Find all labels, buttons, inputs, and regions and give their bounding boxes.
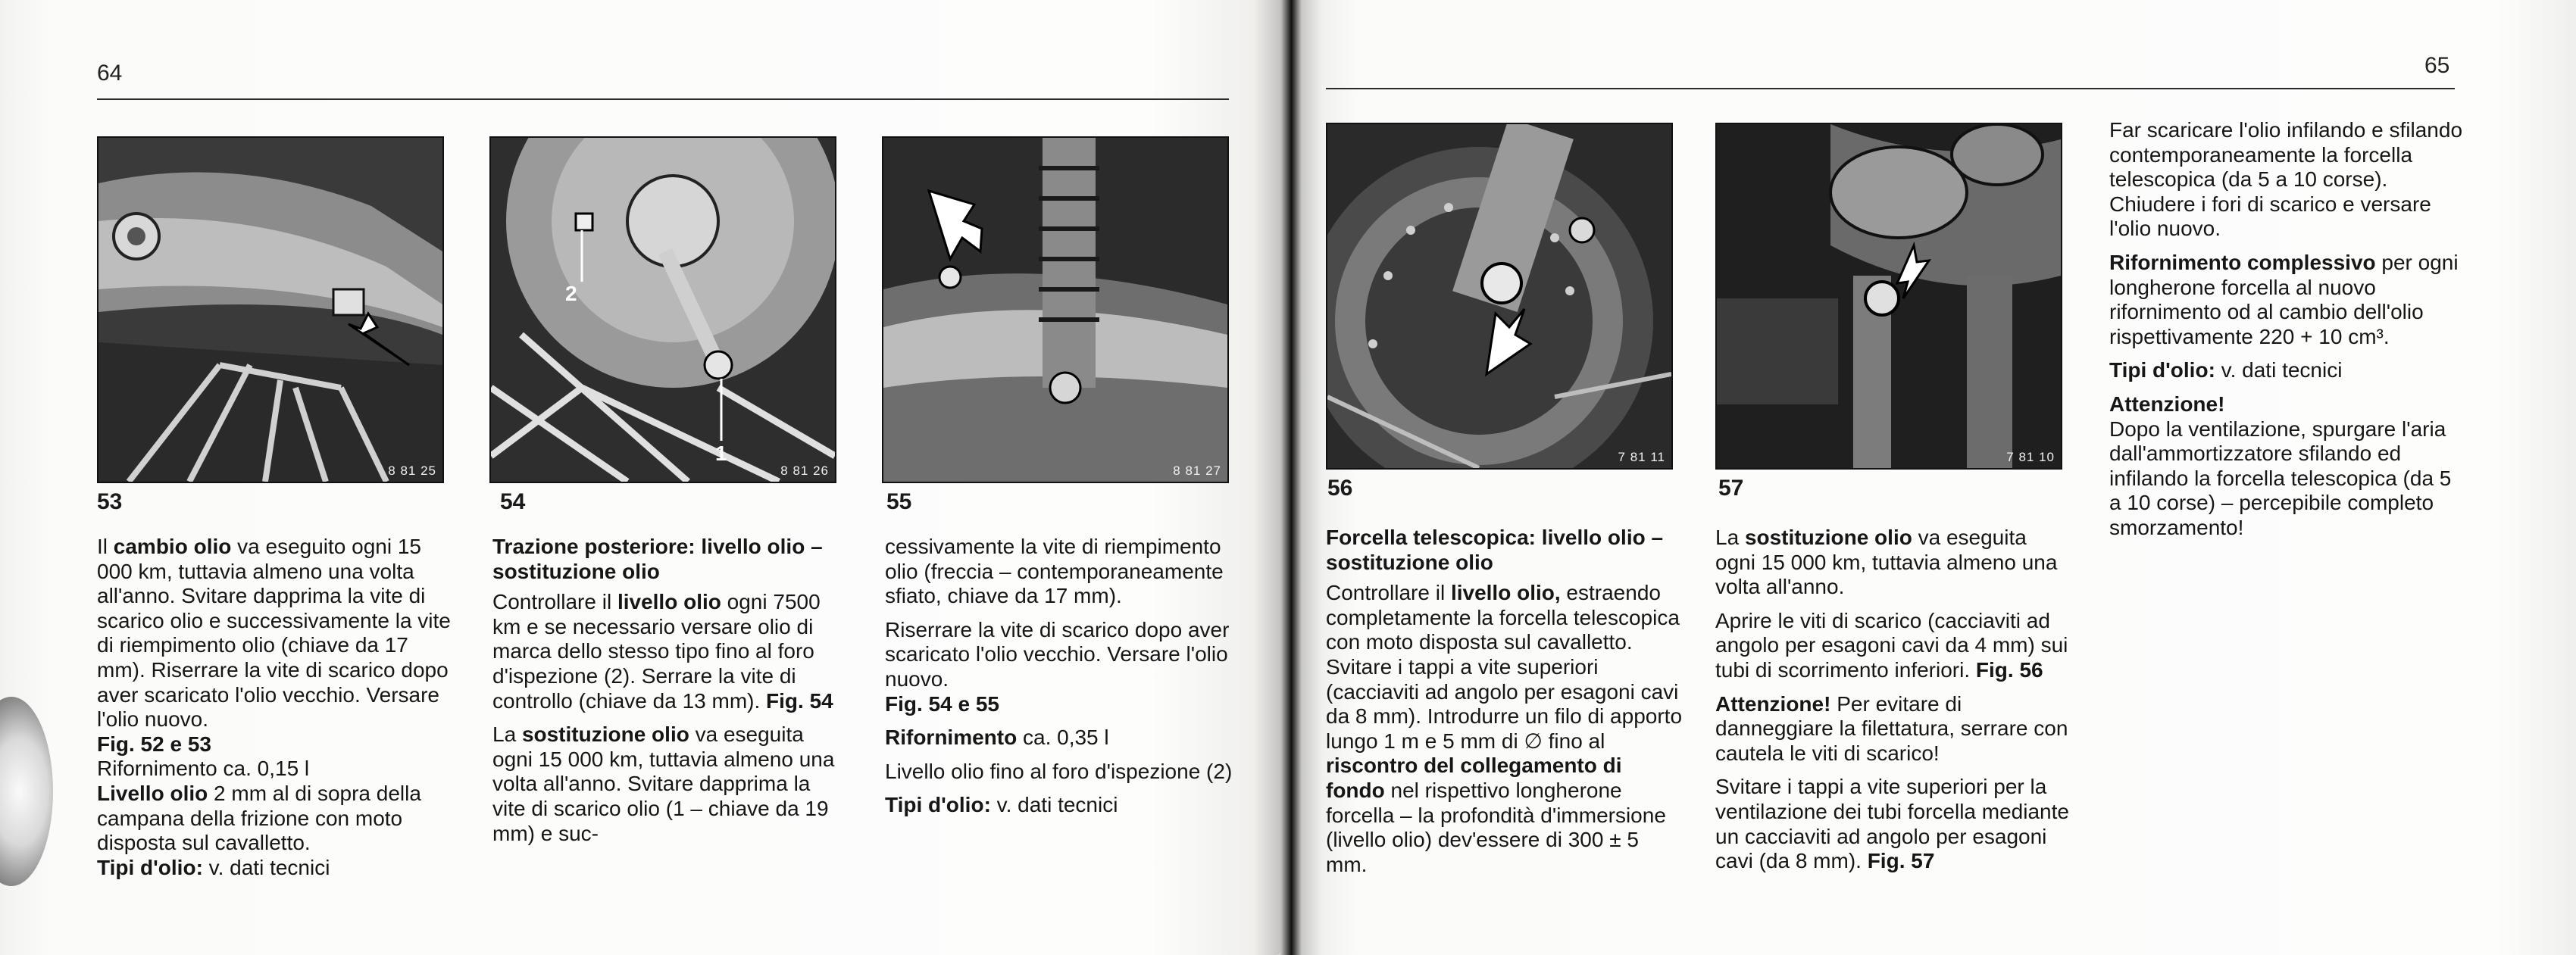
- oil-types: Tipi d'olio: v. dati tecnici: [97, 855, 330, 879]
- photo-fig-55: [882, 136, 1229, 483]
- figure-number: 56: [1327, 476, 1353, 501]
- figure-number: 54: [500, 489, 526, 514]
- warning: Attenzione! Per evitare di danneggiare la filettatura, serrare con cautela le viti di scarico!: [1715, 691, 2068, 765]
- photo-code: 8 81 26: [780, 463, 829, 478]
- photo-code: 8 81 25: [388, 463, 436, 478]
- page-right: [1280, 0, 2576, 955]
- photo-code: 7 81 10: [2006, 450, 2055, 464]
- page-number-left: 64: [97, 61, 123, 86]
- paragraph: Dopo la ventilazione, spurgare l'aria dall'ammortizzatore sfilando ed infilando la forcella telescopica (da 5 a 10 corse) – percepibile completo smorzamento!: [2109, 417, 2452, 539]
- figure-number: 53: [97, 489, 123, 514]
- page-left: [0, 0, 1280, 955]
- text-column-2: [492, 535, 841, 855]
- photo-fig-53: [97, 136, 444, 483]
- paragraph: Far scaricare l'olio infilando e sfilando contemporaneamente la forcella telescopica (da 5 a 10 corse). Chiudere i fori di scarico e versare l'olio nuovo.: [2109, 118, 2463, 241]
- page-number-right: 65: [2424, 53, 2450, 78]
- header-rule-left: [97, 98, 1229, 100]
- binding-ring: [0, 697, 53, 886]
- text-column-6: [2109, 118, 2465, 550]
- oil-types: Tipi d'olio: v. dati tecnici: [2109, 358, 2343, 382]
- refill-amount: Rifornimento ca. 0,35 l: [885, 726, 1109, 750]
- figure-number: 55: [886, 489, 912, 514]
- photo-code: 8 81 27: [1173, 463, 1221, 478]
- callout-2: 2: [565, 282, 577, 305]
- text-column-1: [97, 535, 453, 880]
- paragraph: Controllare il livello olio ogni 7500 km e se necessario versare olio di marca dello stesso tipo fino al foro d'ispezione (2). Serrare la vite di controllo (chiave da 13 mm). Fig. 54: [492, 590, 833, 713]
- paragraph: Riserrare la vite di scarico dopo aver scaricato l'olio vecchio. Versare l'olio nuovo. Fig. 54 e 55: [885, 617, 1230, 716]
- text-column-3: [885, 535, 1233, 827]
- warning-heading: Attenzione!: [2109, 392, 2225, 416]
- oil-types: Tipi d'olio: v. dati tecnici: [885, 793, 1118, 817]
- header-rule-right: [1326, 88, 2455, 89]
- paragraph: La sostituzione olio va eseguita ogni 15 000 km, tuttavia almeno una volta all'anno. Svitare dapprima la vite di scarico olio (1 – chiave da 19 mm) e suc-: [492, 722, 835, 845]
- callout-1: 1: [715, 442, 727, 465]
- paragraph: Il cambio olio va eseguito ogni 15 000 km, tuttavia almeno una volta all'anno. Svitare dapprima la vite di scarico olio e successivamente la vite di riempimento olio (chiave da 17 mm). Riserrare la vite di scarico dopo aver scaricato l'olio vecchio. Versare l'olio nuovo.: [97, 535, 451, 732]
- paragraph: Aprire le viti di scarico (cacciaviti ad angolo per esagoni cavi da 4 mm) sui tubi di scorrimento inferiori. Fig. 56: [1715, 608, 2068, 682]
- refill-amount: Rifornimento ca. 0,15 l: [97, 757, 310, 781]
- photo-fig-56: [1326, 123, 1673, 470]
- oil-level: Livello olio 2 mm al di sopra della campana della frizione con moto disposta sul cavalletto.: [97, 781, 421, 855]
- text-column-4: [1326, 526, 1682, 886]
- paragraph: Svitare i tappi a vite superiori per la ventilazione dei tubi forcella mediante un cacciaviti ad angolo per esagoni cavi (da 8 mm). Fig. 57: [1715, 775, 2069, 873]
- section-heading: Forcella telescopica: livello olio – sostituzione olio: [1326, 526, 1664, 574]
- text-column-5: [1715, 526, 2071, 883]
- paragraph: Livello olio fino al foro d'ispezione (2): [885, 759, 1233, 783]
- book-gutter: [1254, 0, 1322, 955]
- photo-code: 7 81 11: [1618, 450, 1665, 464]
- paragraph: Controllare il livello olio, estraendo completamente la forcella telescopica con moto disposta sul cavalletto. Svitare i tappi a vite superiori (cacciaviti ad angolo per esagoni cavi da 8 mm). Introdurre un filo di apporto lungo 1 m e 5 mm di ∅ fino al riscontro del collegamento di fondo nel rispettivo longherone forcella – la profondità d'immersione (livello olio) dev'essere di 300 ± 5 mm.: [1326, 581, 1683, 876]
- photo-fig-54: [489, 136, 836, 483]
- paragraph: Rifornimento complessivo per ogni longherone forcella al nuovo rifornimento od al cambio dell'olio rispettivamente 220 + 10 cm³.: [2109, 250, 2459, 348]
- paragraph: cessivamente la vite di riempimento olio (freccia – contemporaneamente sfiato, chiave da 17 mm).: [885, 535, 1224, 608]
- section-heading: Trazione posteriore: livello olio – sostituzione olio: [492, 535, 823, 583]
- paragraph: La sostituzione olio va eseguita ogni 15 000 km, tuttavia almeno una volta all'anno.: [1715, 526, 2058, 599]
- photo-fig-57: [1715, 123, 2062, 470]
- figure-reference: Fig. 52 e 53: [97, 732, 211, 756]
- figure-number: 57: [1718, 476, 1744, 501]
